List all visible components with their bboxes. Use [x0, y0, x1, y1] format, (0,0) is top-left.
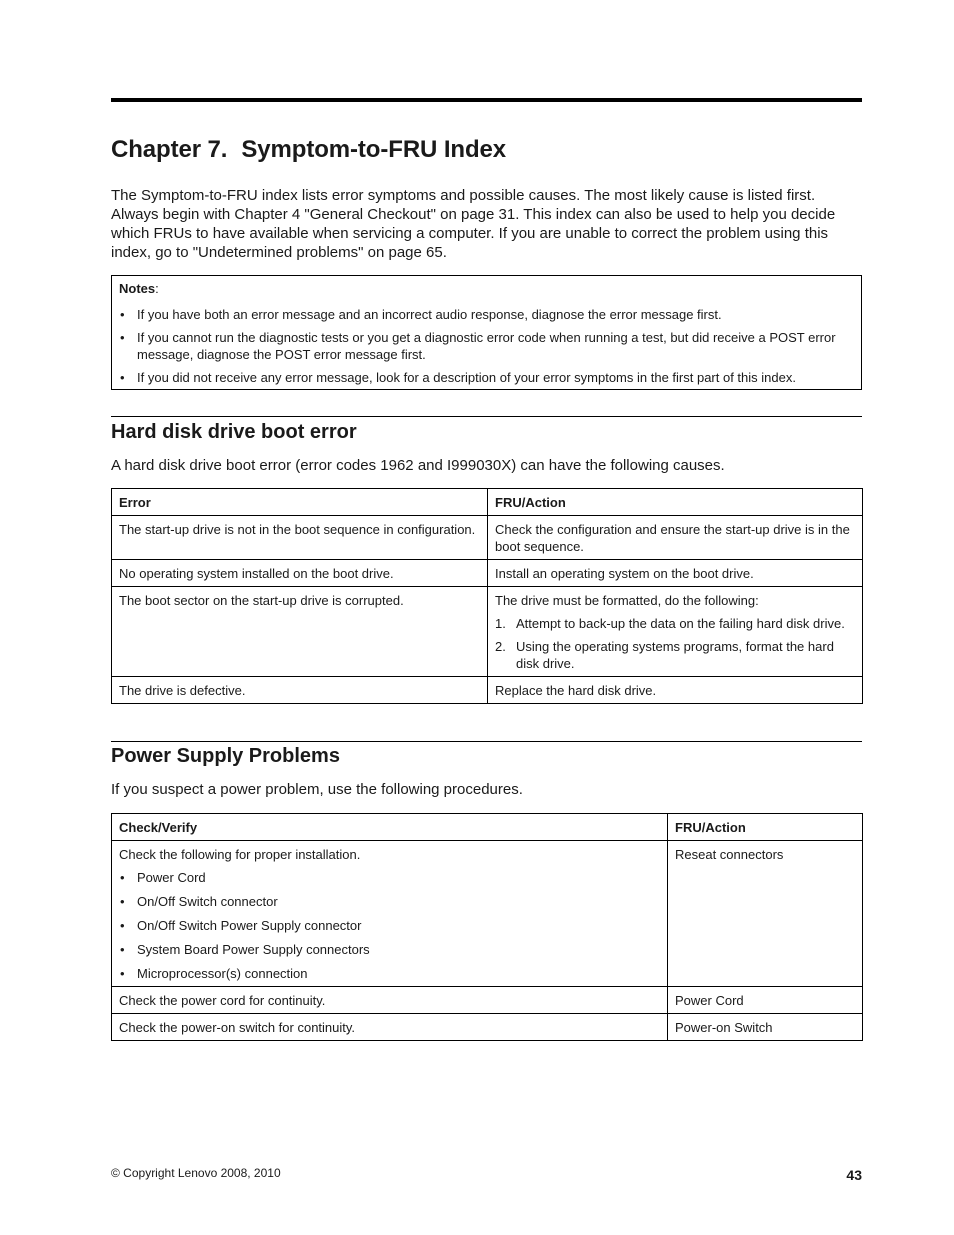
- power-description: If you suspect a power problem, use the following procedures.: [111, 781, 523, 798]
- chapter-intro: The Symptom-to-FRU index lists error symptoms and possible causes. The most likely cause is listed first. Always begin with Chapter 4 "General Checkout" on page 31. This index can also be used to help you decide which FRUs to have available when servicing a computer. If you are unable to correct the problem using this index, go to "Undetermined problems" on page 65.: [111, 187, 836, 261]
- check-item: • System Board Power Supply connectors: [119, 941, 660, 958]
- hdd-heading: Hard disk drive boot error: [111, 421, 357, 443]
- table-row: [112, 987, 863, 1014]
- check-text: Check the following for proper installation.: [119, 847, 361, 862]
- notes-box: [111, 275, 862, 390]
- note-item: • If you have both an error message and an incorrect audio response, diagnose the error message first.: [119, 306, 859, 323]
- check-cell: Check the power-on switch for continuity.: [112, 1014, 668, 1041]
- table-row: [112, 1014, 863, 1041]
- note-item: • If you did not receive any error message, look for a description of your error symptoms in the first part of this index.: [119, 369, 859, 386]
- action-cell: Replace the hard disk drive.: [488, 677, 863, 704]
- action-cell: Reseat connectors: [668, 841, 863, 987]
- action-steps: [495, 615, 855, 672]
- table-row: [112, 841, 863, 987]
- check-cell: [112, 841, 668, 987]
- action-cell: Check the configuration and ensure the start-up drive is in the boot sequence.: [488, 516, 863, 560]
- action-cell: Power-on Switch: [668, 1014, 863, 1041]
- action-cell: Power Cord: [668, 987, 863, 1014]
- hdd-description: A hard disk drive boot error (error codes 1962 and I999030X) can have the following causes.: [111, 457, 725, 474]
- chapter-top-rule: [111, 98, 862, 102]
- table-header-row: [112, 489, 863, 516]
- column-header: Error: [112, 489, 488, 516]
- error-cell: The start-up drive is not in the boot sequence in configuration.: [112, 516, 488, 560]
- action-cell: Install an operating system on the boot drive.: [488, 560, 863, 587]
- table-row: [112, 587, 863, 677]
- check-item: • On/Off Switch Power Supply connector: [119, 917, 660, 934]
- check-item: • Power Cord: [119, 869, 660, 886]
- chapter-heading: [111, 136, 506, 164]
- section-rule-hdd: [111, 416, 862, 417]
- column-header: FRU/Action: [488, 489, 863, 516]
- check-item: • On/Off Switch connector: [119, 893, 660, 910]
- power-heading: Power Supply Problems: [111, 745, 340, 767]
- action-text: The drive must be formatted, do the following:: [495, 593, 759, 608]
- hdd-table: [111, 488, 863, 704]
- error-cell: The drive is defective.: [112, 677, 488, 704]
- column-header: Check/Verify: [112, 814, 668, 841]
- power-table: [111, 813, 863, 1041]
- footer-copyright: © Copyright Lenovo 2008, 2010: [111, 1166, 281, 1180]
- check-cell: Check the power cord for continuity.: [112, 987, 668, 1014]
- note-item: • If you cannot run the diagnostic tests or you get a diagnostic error code when running a test, but did receive a POST error message, diagnose the POST error message first.: [119, 329, 859, 363]
- action-cell: [488, 587, 863, 677]
- notes-title: Notes:: [119, 281, 159, 296]
- error-cell: No operating system installed on the boot drive.: [112, 560, 488, 587]
- chapter-title: Symptom-to-FRU Index: [241, 136, 507, 163]
- chapter-label: Chapter 7.: [111, 136, 228, 163]
- step-item: 2. Using the operating systems programs, format the hard disk drive.: [495, 639, 834, 671]
- table-row: [112, 516, 863, 560]
- table-row: [112, 677, 863, 704]
- column-header: FRU/Action: [668, 814, 863, 841]
- notes-list: [119, 306, 859, 392]
- section-rule-power: [111, 741, 862, 742]
- step-item: 1. Attempt to back-up the data on the failing hard disk drive.: [495, 616, 845, 631]
- page-number: 43: [846, 1167, 862, 1183]
- check-item: • Microprocessor(s) connection: [119, 965, 660, 982]
- table-header-row: [112, 814, 863, 841]
- table-row: [112, 560, 863, 587]
- error-cell: The boot sector on the start-up drive is corrupted.: [112, 587, 488, 677]
- check-items: [119, 869, 660, 982]
